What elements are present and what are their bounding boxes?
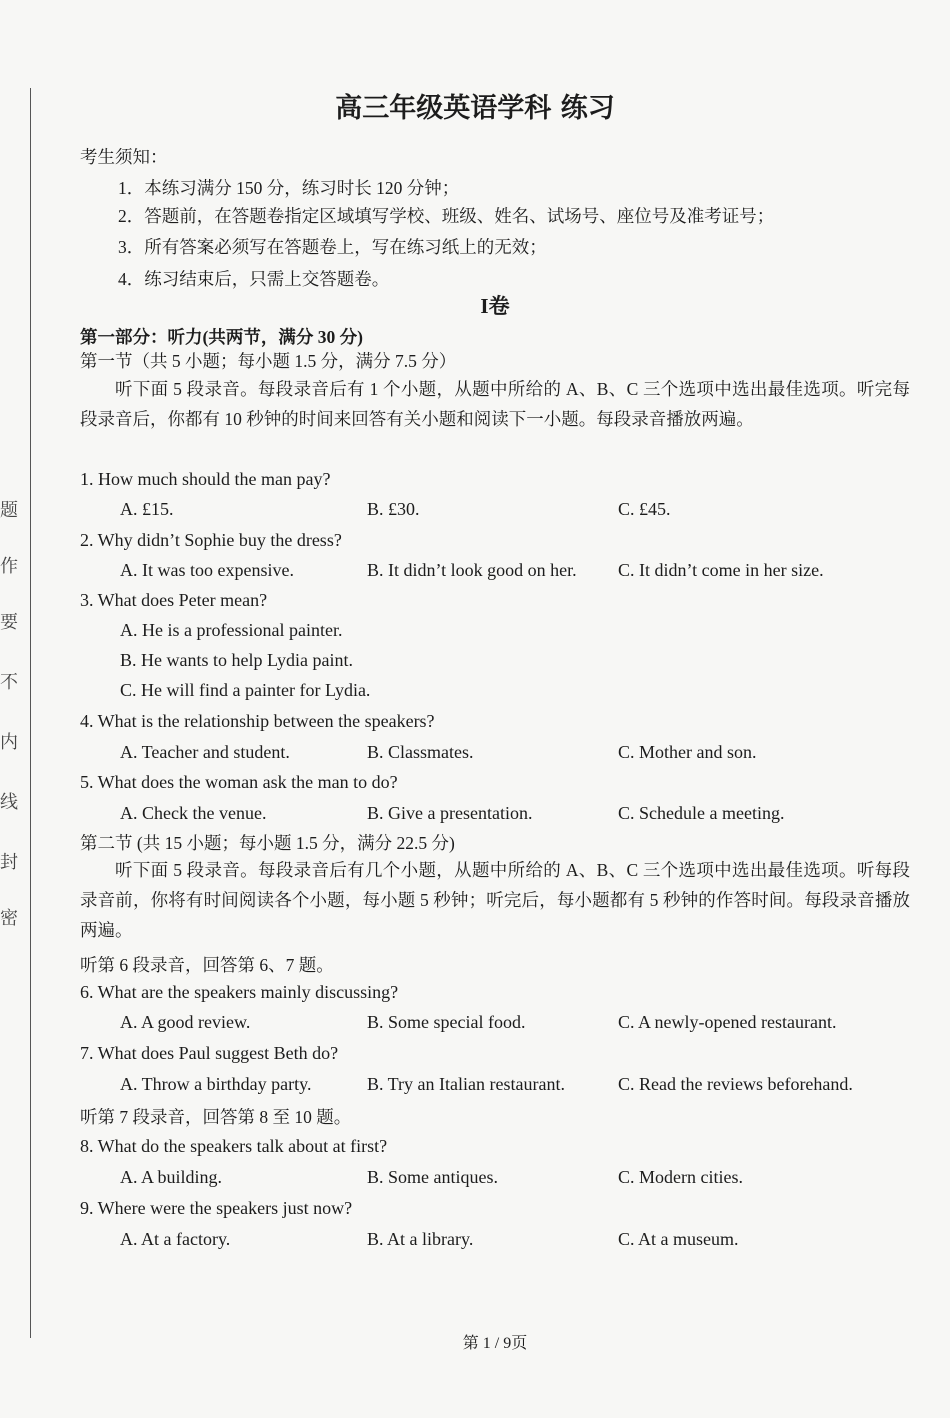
binding-margin-char: 不 <box>0 672 18 693</box>
option-b: B. Give a presentation. <box>367 803 533 823</box>
section2-instructions: 听下面 5 段录音。每段录音后有几个小题，从题中所给的 A、B、C 三个选项中选出最佳选项。听每段录音前，你将有时间阅读各个小题，每小题 5 秒钟；听完后，每小题都有 5 秒钟的作答时间。每段录音播放两遍。 <box>80 860 910 940</box>
note-item: 4．练习结束后，只需上交答题卷。 <box>118 269 390 289</box>
group-instruction: 听第 6 段录音，回答第 6、7 题。 <box>80 955 334 975</box>
option-b: B. Some antiques. <box>367 1167 498 1187</box>
question-stem: 4. What is the relationship between the speakers? <box>80 711 435 731</box>
note-item: 3．所有答案必须写在答题卷上，写在练习纸上的无效； <box>118 237 547 257</box>
option-c: C. At a museum. <box>618 1229 739 1249</box>
question-stem: 5. What does the woman ask the man to do? <box>80 772 398 792</box>
note-item: 1．本练习满分 150 分，练习时长 120 分钟； <box>118 178 460 198</box>
option-c: C. Schedule a meeting. <box>618 803 785 823</box>
option-b: B. Some special food. <box>367 1012 526 1032</box>
question-stem: 7. What does Paul suggest Beth do? <box>80 1043 339 1063</box>
option-c: C. Modern cities. <box>618 1167 743 1187</box>
option-a: A. A good review. <box>120 1012 251 1032</box>
option-b: B. At a library. <box>367 1229 474 1249</box>
question-stem: 1. How much should the man pay? <box>80 469 331 489</box>
binding-margin-char: 封 <box>0 852 18 873</box>
option-b: B. Classmates. <box>367 742 474 762</box>
option-b: B. He wants to help Lydia paint. <box>120 650 353 670</box>
question-stem: 2. Why didn’t Sophie buy the dress? <box>80 530 342 550</box>
question-stem: 6. What are the speakers mainly discussing? <box>80 982 399 1002</box>
volume-label: I卷 <box>480 294 510 318</box>
option-c: C. It didn’t come in her size. <box>618 560 824 580</box>
page-number: 第 1 / 9页 <box>462 1335 528 1352</box>
option-c: C. Mother and son. <box>618 742 757 762</box>
option-a: A. It was too expensive. <box>120 560 294 580</box>
binding-margin-line <box>30 88 31 1338</box>
option-a: A. Teacher and student. <box>120 742 290 762</box>
notes-heading: 考生须知： <box>80 147 168 167</box>
option-c: C. A newly-opened restaurant. <box>618 1012 837 1032</box>
option-a: A. Throw a birthday party. <box>120 1074 312 1094</box>
question-stem: 8. What do the speakers talk about at first? <box>80 1136 388 1156</box>
binding-margin-char: 内 <box>0 732 18 753</box>
option-a: A. £15. <box>120 499 174 519</box>
section1-instructions: 听下面 5 段录音。每段录音后有 1 个小题，从题中所给的 A、B、C 三个选项中选出最佳选项。听完每段录音后，你都有 10 秒钟的时间来回答有关小题和阅读下一小题。每段录音播放两遍。 <box>80 379 910 429</box>
binding-margin-char: 要 <box>0 612 18 633</box>
option-b: B. It didn’t look good on her. <box>367 560 577 580</box>
binding-margin-char: 题 <box>0 500 18 521</box>
option-c: C. £45. <box>618 499 671 519</box>
binding-margin-char: 线 <box>0 792 18 813</box>
option-b: B. Try an Italian restaurant. <box>367 1074 565 1094</box>
note-item: 2．答题前，在答题卷指定区域填写学校、班级、姓名、试场号、座位号及准考证号； <box>118 206 775 226</box>
page-title: 高三年级英语学科 练习 <box>335 93 615 124</box>
question-stem: 9. Where were the speakers just now? <box>80 1198 353 1218</box>
binding-margin-char: 密 <box>0 908 18 929</box>
option-a: A. At a factory. <box>120 1229 231 1249</box>
option-c: C. He will find a painter for Lydia. <box>120 680 371 700</box>
option-a: A. A building. <box>120 1167 223 1187</box>
option-a: A. He is a professional painter. <box>120 620 343 640</box>
binding-margin-char: 作 <box>0 556 18 577</box>
question-stem: 3. What does Peter mean? <box>80 590 268 610</box>
option-b: B. £30. <box>367 499 420 519</box>
part1-heading: 第一部分：听力(共两节，满分 30 分) <box>80 327 363 347</box>
section1-heading: 第一节（共 5 小题；每小题 1.5 分，满分 7.5 分） <box>80 351 457 371</box>
group-instruction: 听第 7 段录音，回答第 8 至 10 题。 <box>80 1107 352 1127</box>
option-a: A. Check the venue. <box>120 803 267 823</box>
section2-heading: 第二节 (共 15 小题；每小题 1.5 分，满分 22.5 分) <box>80 833 455 853</box>
option-c: C. Read the reviews beforehand. <box>618 1074 853 1094</box>
